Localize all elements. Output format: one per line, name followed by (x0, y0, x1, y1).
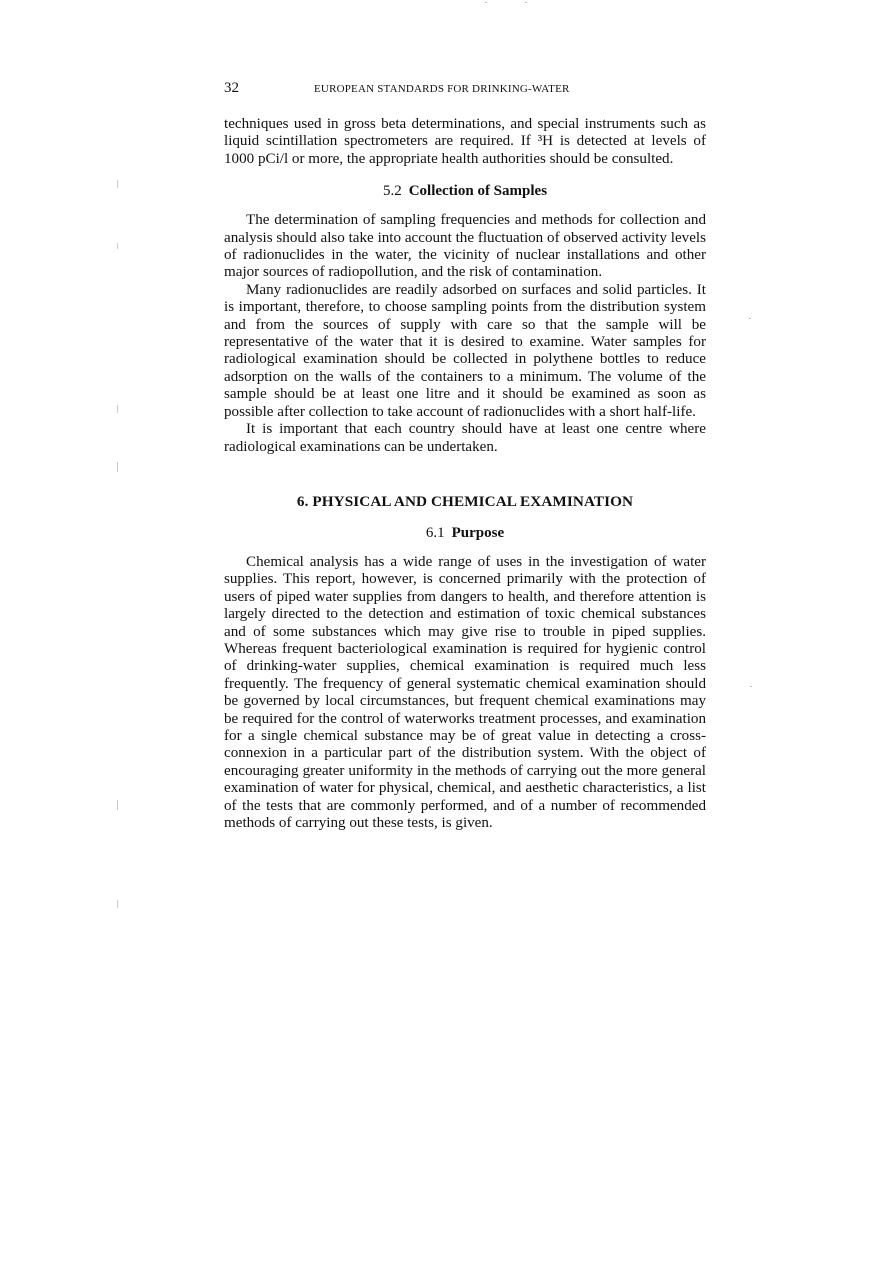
subsection-title: Collection of Samples (408, 183, 548, 200)
subsection-heading-6-1 (224, 524, 706, 542)
scan-dot (525, 2, 527, 3)
scan-mark (117, 900, 118, 908)
page-number: 32 (224, 80, 239, 96)
scan-mark (117, 800, 118, 810)
subsection-number: 5.2 (382, 183, 402, 200)
scan-mark (117, 243, 118, 249)
scan-dot (485, 2, 487, 3)
subsection-title: Purpose (451, 524, 505, 541)
scan-mark (117, 405, 118, 413)
scan-dot (749, 318, 751, 319)
subsection-heading-5-2 (224, 182, 706, 200)
section-heading-6: 6. PHYSICAL AND CHEMICAL EXAMINATION (296, 492, 634, 510)
running-head (224, 80, 706, 100)
scan-dot (750, 686, 752, 687)
paragraph: Many radionuclides are readily adsorbed on surfaces and solid particles. It is important, therefore, to choose sampling points from the distribution system and from the sources of supply with care so that the sample will be representative of the water that it is desired to examine. Water samples for radiological examination should be collected in polythene bottles to reduce adsorption on the walls of the containers to a minimum. The volume of the sample should be at least one litre and it should be examined as soon as possible after collection to take account of radionuclides with a short half-life. (224, 281, 706, 420)
scan-mark (117, 180, 118, 188)
body-text (224, 116, 706, 832)
running-title: EUROPEAN STANDARDS FOR DRINKING-WATER (314, 83, 570, 95)
paragraph: Chemical analysis has a wide range of uses in the investigation of water supplies. This report, however, is concerned primarily with the protection of users of piped water supplies from dangers to health, and therefore attention is largely directed to the detection and estimation of toxic chemical substances and of some substances which may give rise to trouble in piped supplies. Whereas frequent bacteriological examination is required for hygienic control of drinking-water supplies, chemical examination is required much less frequently. The frequency of general systematic chemical examination should be governed by local circumstances, but frequent chemical examinations may be required for the control of waterworks treatment processes, and examination for a single chemical substance may be of great value in detecting a cross-connexion in a particular part of the distribution system. With the object of encouraging greater uniformity in the methods of carrying out the more general examination of water for physical, chemical, and aesthetic characteristics, a list of the tests that are commonly performed, and of a number of recommended methods of carrying out these tests, is given. (224, 553, 706, 831)
subsection-number: 6.1 (425, 524, 445, 541)
paragraph: It is important that each country should have at least one centre where radiological examinations can be undertaken. (224, 421, 706, 455)
paragraph: The determination of sampling frequencies and methods for collection and analysis should also take into account the fluctuation of observed activity levels of radionuclides in the water, the vicinity of nuclear installations and other major sources of radiopollution, and the risk of contamination. (224, 212, 706, 281)
continued-paragraph: techniques used in gross beta determinations, and special instruments such as liquid scintillation spectrometers are required. If ³H is detected at levels of 1000 pCi/l or more, the appropriate health authorities should be consulted. (224, 116, 706, 167)
scan-mark (117, 462, 118, 472)
